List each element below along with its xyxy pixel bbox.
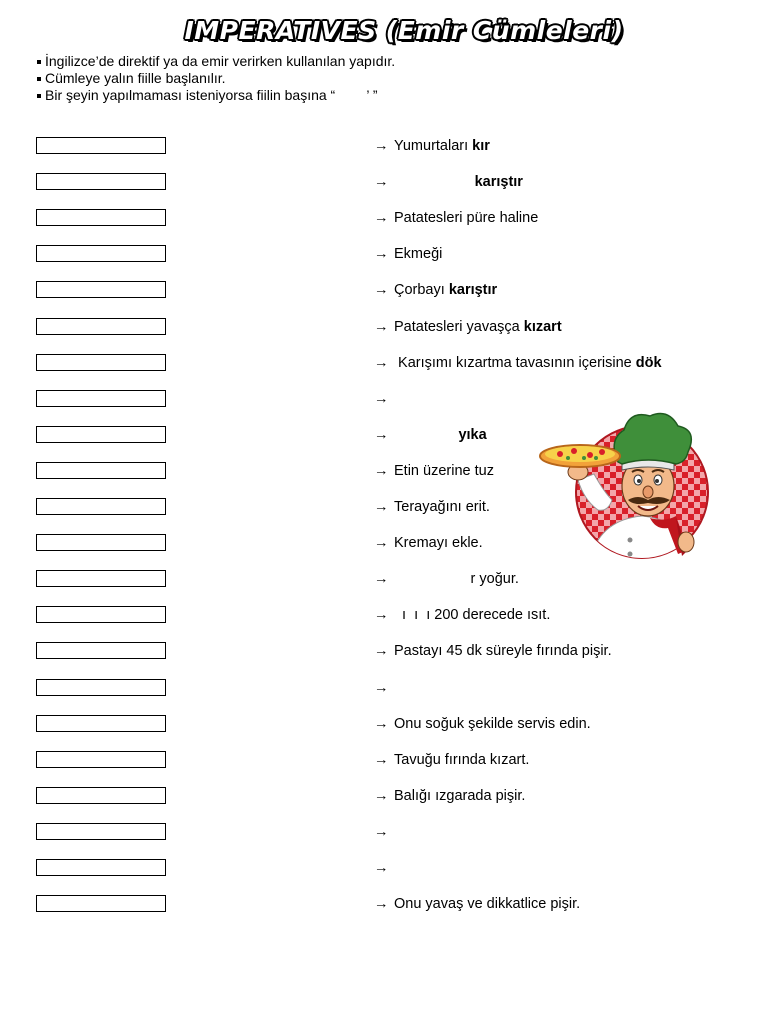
arrow-right-icon: → bbox=[374, 860, 389, 876]
sentence-text: Ekmeği bbox=[394, 246, 443, 263]
sentence bbox=[374, 499, 490, 516]
sentence bbox=[374, 427, 487, 444]
arrow-right-icon: → bbox=[374, 174, 389, 191]
sentence-verb: karıştır bbox=[474, 174, 523, 191]
sentence-text: ı ı ı 200 derecede ısıt. bbox=[394, 607, 551, 624]
exercise-row bbox=[0, 137, 768, 157]
arrow-right-icon: → bbox=[374, 499, 389, 515]
sentence bbox=[374, 319, 562, 336]
rule-text: Bir şeyin yapılmaması isteniyorsa fiilin başına “ ’ ” bbox=[45, 87, 378, 103]
sentence-text: Patatesleri püre haline bbox=[394, 210, 539, 227]
answer-box[interactable] bbox=[36, 354, 166, 371]
arrow-right-icon: → bbox=[374, 679, 389, 696]
sentence-verb: kızart bbox=[523, 318, 562, 335]
sentence-text: Çorbayı bbox=[394, 282, 449, 299]
answer-box[interactable] bbox=[36, 823, 166, 840]
arrow-right-icon: → bbox=[374, 571, 389, 588]
exercise-row bbox=[0, 354, 768, 374]
sentence bbox=[374, 680, 394, 697]
sentence bbox=[374, 391, 394, 408]
exercise-row bbox=[0, 209, 768, 229]
answer-box[interactable] bbox=[36, 751, 166, 768]
arrow-right-icon: → bbox=[374, 751, 389, 768]
rule-text: İngilizce’de direktif ya da emir verirken kullanılan yapıdır. bbox=[45, 53, 396, 69]
answer-box[interactable] bbox=[36, 318, 166, 335]
sentence-text: Tavuğu fırında kızart. bbox=[394, 751, 530, 768]
arrow-right-icon: → bbox=[374, 210, 389, 227]
answer-box[interactable] bbox=[36, 498, 166, 515]
sentence-text bbox=[394, 427, 458, 443]
sentence-text: Etin üzerine tuz bbox=[394, 462, 494, 479]
arrow-right-icon: → bbox=[374, 138, 389, 154]
sentence-verb: karıştır bbox=[448, 282, 498, 299]
sentence bbox=[374, 535, 483, 552]
answer-box[interactable] bbox=[36, 895, 166, 912]
arrow-right-icon: → bbox=[374, 426, 389, 443]
exercise-row bbox=[0, 318, 768, 338]
arrow-right-icon: → bbox=[374, 535, 389, 552]
sentence bbox=[374, 282, 497, 299]
answer-box[interactable] bbox=[36, 281, 166, 298]
arrow-right-icon: → bbox=[374, 715, 389, 732]
sentence-text: Terayağını erit. bbox=[394, 499, 490, 515]
exercise-row bbox=[0, 606, 768, 626]
sentence bbox=[374, 463, 494, 480]
answer-box[interactable] bbox=[36, 570, 166, 587]
page-title: IMPERATIVES (Emir Cümleleri) bbox=[184, 16, 624, 45]
sentence-text: Yumurtaları bbox=[394, 138, 473, 154]
sentence bbox=[374, 355, 662, 372]
exercise-row bbox=[0, 642, 768, 662]
arrow-right-icon: → bbox=[374, 318, 389, 335]
exercise-row bbox=[0, 895, 768, 915]
sentence-text: Pastayı 45 dk süreyle fırında pişir. bbox=[394, 643, 612, 660]
arrow-right-icon: → bbox=[374, 462, 389, 479]
sentence-verb: yıka bbox=[458, 426, 487, 443]
answer-box[interactable] bbox=[36, 534, 166, 551]
exercise-row bbox=[0, 823, 768, 843]
sentence bbox=[374, 896, 580, 913]
exercise-row bbox=[0, 859, 768, 879]
sentence bbox=[374, 138, 490, 155]
sentence-text: Karışımı kızartma tavasının içerisine bbox=[394, 354, 636, 371]
sentence bbox=[374, 210, 538, 227]
answer-box[interactable] bbox=[36, 245, 166, 262]
exercise-row bbox=[0, 715, 768, 735]
sentence-text: Onu yavaş ve dikkatlice pişir. bbox=[394, 896, 581, 913]
sentence-text: r yoğur. bbox=[394, 571, 519, 588]
exercise-row bbox=[0, 281, 768, 301]
answer-box[interactable] bbox=[36, 859, 166, 876]
arrow-right-icon: → bbox=[374, 390, 389, 407]
sentence bbox=[374, 571, 519, 588]
sentence bbox=[374, 246, 442, 263]
arrow-right-icon: → bbox=[374, 643, 389, 660]
sentence bbox=[374, 824, 394, 841]
sentence bbox=[374, 752, 529, 769]
answer-box[interactable] bbox=[36, 787, 166, 804]
answer-box[interactable] bbox=[36, 137, 166, 154]
arrow-right-icon: → bbox=[374, 607, 389, 624]
answer-box[interactable] bbox=[36, 209, 166, 226]
exercise-row bbox=[0, 679, 768, 699]
arrow-right-icon: → bbox=[374, 896, 389, 913]
sentence-verb: kır bbox=[472, 138, 490, 154]
exercise-row bbox=[0, 787, 768, 807]
sentence-text bbox=[394, 174, 475, 190]
sentence-text: Onu soğuk şekilde servis edin. bbox=[394, 715, 591, 732]
sentence bbox=[374, 716, 591, 733]
sentence-text: Kremayı ekle. bbox=[394, 535, 483, 552]
exercise-row bbox=[0, 570, 768, 590]
answer-box[interactable] bbox=[36, 173, 166, 190]
answer-box[interactable] bbox=[36, 679, 166, 696]
rule-text: Cümleye yalın fiille başlanılır. bbox=[45, 70, 226, 86]
answer-box[interactable] bbox=[36, 462, 166, 479]
answer-box[interactable] bbox=[36, 390, 166, 407]
sentence bbox=[374, 643, 612, 660]
sentence bbox=[374, 174, 523, 191]
sentence-text: Balığı ızgarada pişir. bbox=[394, 787, 526, 804]
sentence bbox=[374, 788, 525, 805]
answer-box[interactable] bbox=[36, 715, 166, 732]
arrow-right-icon: → bbox=[374, 282, 389, 299]
sentence bbox=[374, 860, 394, 877]
answer-box[interactable] bbox=[36, 606, 166, 623]
sentence-text: Patatesleri yavaşça bbox=[394, 318, 524, 335]
arrow-right-icon: → bbox=[374, 823, 389, 840]
answer-box[interactable] bbox=[36, 426, 166, 443]
sentence-verb: dök bbox=[635, 354, 662, 371]
arrow-right-icon: → bbox=[374, 354, 389, 371]
arrow-right-icon: → bbox=[374, 246, 389, 263]
arrow-right-icon: → bbox=[374, 787, 389, 804]
chef-with-pizza-icon bbox=[538, 400, 710, 568]
exercise-row bbox=[0, 245, 768, 265]
sentence bbox=[374, 607, 550, 624]
answer-box[interactable] bbox=[36, 642, 166, 659]
exercise-row bbox=[0, 173, 768, 193]
exercise-row bbox=[0, 751, 768, 771]
